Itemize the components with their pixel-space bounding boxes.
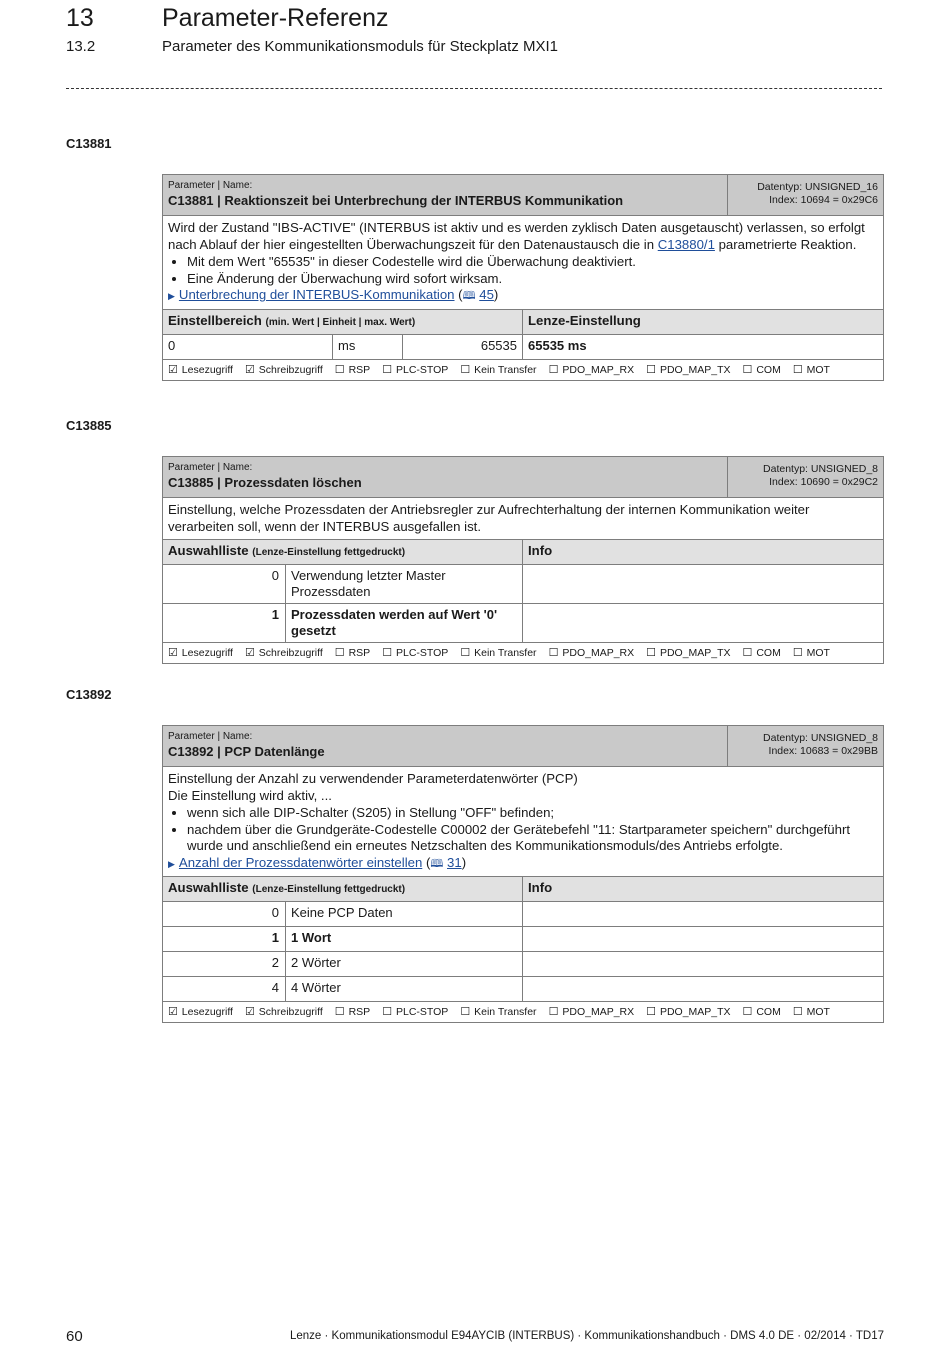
param-datatype: Datentyp: UNSIGNED_8 [763,732,878,744]
checkbox-empty-icon: ☐ [382,1006,393,1018]
flag-label: PLC-STOP [395,363,449,376]
flag-label: COM [756,647,781,659]
flag-item [646,363,730,376]
flag-label: Schreibzugriff [258,647,323,659]
flag-item [793,1005,830,1018]
param-datatype: Datentyp: UNSIGNED_8 [763,463,878,475]
param-table-c13892 [162,725,884,1023]
flag-label: PDO_MAP_RX [562,363,635,376]
checkbox-empty-icon: ☐ [382,363,393,376]
flag-label: Kein Transfer [474,1006,537,1018]
flag-label: PDO_MAP_RX [562,1006,635,1018]
flag-item [168,1005,233,1018]
selection-list-label: Auswahlliste [168,880,249,895]
flag-item [382,1005,448,1018]
flag-item [460,363,536,376]
bullet-item: • Eine Änderung der Überwachung wird sofort wirksam. [187,271,878,288]
option-text: Keine PCP Daten [286,902,523,926]
bullet-item: • nachdem über die Grundgeräte-Codestelle C00002 der Gerätebefehl "11: Startparameter speichern" durchgeführt wurde und anschließend ein erneutes Netzschalten des Kommunikationsmoduls/des Antriebs erfolgte. [187,822,878,855]
flag-item [646,646,730,659]
param-description: Einstellung, welche Prozessdaten der Antriebsregler zur Aufrechterhaltung der internen Kommunikation weiter verarbeiten soll, wenn der INTERBUS ausgefallen ist. [163,498,883,540]
checkbox-empty-icon: ☐ [548,1006,559,1018]
option-value: 0 [163,902,286,926]
desc-line: Die Einstellung wird aktiv, ... [168,787,332,803]
bullet-item: • Mit dem Wert "65535" in dieser Codestelle wird die Überwachung deaktiviert. [187,254,878,271]
arrow-right-icon: ▶ [168,858,175,869]
param-header [163,457,883,498]
param-name-label: Parameter | Name: [168,731,253,742]
desc-bullets [168,805,878,855]
checkbox-checked-icon: ☑ [244,647,255,659]
reference: ▶ Anzahl der Prozessdatenwörter einstellen (🕮 31) [168,854,467,870]
flag-label: PDO_MAP_TX [659,363,731,376]
flag-item [245,363,323,376]
section-number: 13.2 [66,38,96,55]
option-info [523,565,883,603]
option-row [163,565,883,604]
option-info [523,927,883,951]
selection-list-hint: (Lenze-Einstellung fettgedruckt) [252,547,406,558]
checkbox-empty-icon: ☐ [646,1006,657,1018]
flag-label: Lesezugriff [181,363,233,376]
selection-list-label: Auswahlliste [168,543,249,558]
param-header [163,175,883,216]
checkbox-checked-icon: ☑ [168,647,178,659]
checkbox-empty-icon: ☐ [792,363,803,376]
checkbox-empty-icon: ☐ [460,647,471,659]
reference-page[interactable]: 45 [479,287,494,302]
desc-line: Einstellung der Anzahl zu verwendender Parameterdatenwörter (PCP) [168,771,578,786]
option-row [163,952,883,977]
bullet-item: • wenn sich alle DIP-Schalter (S205) in Stellung "OFF" befinden; [187,805,878,822]
setting-range-label: Einstellbereich [168,312,262,328]
param-header [163,726,883,767]
flag-label: Kein Transfer [474,647,537,659]
param-index: Index: 10694 = 0x29C6 [769,194,878,206]
param-description [163,767,883,877]
flag-label: PDO_MAP_TX [659,1006,731,1018]
flag-item [245,646,323,659]
link-c13880-1[interactable]: C13880/1 [657,236,715,252]
checkbox-empty-icon: ☐ [792,1006,803,1018]
arrow-right-icon: ▶ [168,291,175,301]
checkbox-empty-icon: ☐ [548,647,559,659]
range-unit: ms [333,335,403,359]
section-title: Parameter des Kommunikationsmoduls für Steckplatz MXI1 [162,38,558,55]
flag-label: PDO_MAP_TX [659,647,731,659]
flag-item [793,363,830,376]
flag-item [460,1005,536,1018]
footer-text: Lenze · Kommunikationsmodul E94AYCIB (INTERBUS) · Kommunikationshandbuch · DMS 4.0 DE · 02/2014 · TD17 [290,1330,884,1342]
reference: ▶ Unterbrechung der INTERBUS-Kommunikation (🕮 45) [168,287,499,302]
checkbox-empty-icon: ☐ [382,647,393,659]
flag-item [168,646,233,659]
option-text: Verwendung letzter Master Prozessdaten [286,565,523,603]
book-icon: 🕮 [462,290,476,302]
checkbox-empty-icon: ☐ [646,363,657,376]
param-table-c13881 [162,174,884,381]
flag-item [743,646,781,659]
option-value: 1 [163,604,286,642]
checkbox-empty-icon: ☐ [460,1006,471,1018]
checkbox-checked-icon: ☑ [168,363,178,376]
flag-label: MOT [806,647,830,659]
flag-label: Schreibzugriff [258,363,323,376]
flag-label: RSP [348,1006,371,1018]
flag-item [793,646,830,659]
flag-item [382,363,448,376]
flag-label: Kein Transfer [474,363,537,376]
checkbox-checked-icon: ☑ [244,1006,255,1018]
selection-header-row [163,540,883,565]
option-list [163,565,883,643]
selection-list-hint: (Lenze-Einstellung fettgedruckt) [252,884,406,895]
option-list [163,902,883,1002]
range-value-row [163,335,883,360]
flag-item [335,363,370,376]
option-info [523,977,883,1001]
flag-label: RSP [348,647,371,659]
flag-label: Lesezugriff [181,647,233,659]
option-info [523,952,883,976]
checkbox-empty-icon: ☐ [792,647,803,659]
chapter-title: Parameter-Referenz [162,4,389,32]
header-divider [66,88,882,89]
flag-item [743,1005,781,1018]
range-max: 65535 [403,335,523,359]
setting-range-hint: (min. Wert | Einheit | max. Wert) [265,316,416,328]
option-value: 0 [163,565,286,603]
option-row [163,604,883,643]
access-flags [163,1002,883,1022]
desc-text-b: parametrierte Reaktion. [714,236,857,252]
checkbox-empty-icon: ☐ [742,647,753,659]
reference-link[interactable]: Unterbrechung der INTERBUS-Kommunikation [178,287,455,302]
info-label: Info [528,543,553,558]
flag-label: Lesezugriff [181,1006,233,1018]
param-description [163,216,883,310]
lenze-setting-value: 65535 ms [528,337,587,353]
code-heading-c13885: C13885 [66,418,112,433]
checkbox-empty-icon: ☐ [334,1006,345,1018]
book-icon: 🕮 [430,857,444,870]
param-name: C13892 | PCP Datenlänge [168,744,325,759]
page-number: 60 [66,1328,83,1345]
option-text: 2 Wörter [286,952,523,976]
option-info [523,604,883,642]
checkbox-empty-icon: ☐ [742,363,753,376]
param-name: C13881 | Reaktionszeit bei Unterbrechung der INTERBUS Kommunikation [168,193,624,208]
flag-label: MOT [806,363,830,376]
reference-page[interactable]: 31 [447,854,462,870]
checkbox-empty-icon: ☐ [646,647,657,659]
code-heading-c13881: C13881 [66,136,112,151]
range-min: 0 [163,335,333,359]
option-value: 1 [163,927,286,951]
flag-label: PDO_MAP_RX [562,647,635,659]
param-datatype: Datentyp: UNSIGNED_16 [757,181,878,193]
flag-item [549,1005,635,1018]
checkbox-empty-icon: ☐ [548,363,559,376]
option-row [163,902,883,927]
flag-label: COM [756,363,781,376]
checkbox-empty-icon: ☐ [334,363,345,376]
flag-item [743,363,781,376]
param-table-c13885 [162,456,884,664]
selection-header-row [163,877,883,902]
info-label: Info [528,880,553,895]
option-value: 4 [163,977,286,1001]
flag-item [168,363,233,376]
lenze-setting-label: Lenze-Einstellung [528,312,641,328]
range-header-row [163,310,883,335]
flag-item [460,646,536,659]
flag-label: PLC-STOP [395,1006,449,1018]
checkbox-empty-icon: ☐ [460,363,471,376]
access-flags [163,643,883,663]
flag-item [382,646,448,659]
flag-item [245,1005,323,1018]
flag-label: COM [756,1006,781,1018]
option-text: Prozessdaten werden auf Wert '0' gesetzt [286,604,523,642]
flag-item [549,646,635,659]
flag-label: MOT [806,1006,830,1018]
flag-item [646,1005,730,1018]
access-flags [163,360,883,380]
flag-label: PLC-STOP [395,647,449,659]
checkbox-empty-icon: ☐ [742,1006,753,1018]
checkbox-empty-icon: ☐ [334,647,345,659]
code-heading-c13892: C13892 [66,687,112,702]
param-name-label: Parameter | Name: [168,462,253,473]
param-name-label: Parameter | Name: [168,180,253,191]
flag-item [549,363,635,376]
flag-item [335,646,370,659]
flag-label: RSP [348,363,371,376]
reference-link[interactable]: Anzahl der Prozessdatenwörter einstellen [178,854,423,870]
chapter-number: 13 [66,4,94,32]
option-value: 2 [163,952,286,976]
param-name: C13885 | Prozessdaten löschen [168,475,362,490]
option-text: 4 Wörter [286,977,523,1001]
option-row [163,977,883,1002]
desc-text-a: Wird der Zustand "IBS-ACTIVE" (INTERBUS ist aktiv und es werden zyklisch Daten ausgetauscht) verlassen, so erfolgt nach Ablauf der hier eingestellten Überwachungszeit für den Datenaustausch die in [168,220,865,252]
option-info [523,902,883,926]
flag-item [335,1005,370,1018]
param-index: Index: 10690 = 0x29C2 [769,476,878,488]
desc-bullets [168,254,878,287]
checkbox-checked-icon: ☑ [168,1006,178,1018]
option-text: 1 Wort [286,927,523,951]
checkbox-checked-icon: ☑ [244,363,255,376]
param-index: Index: 10683 = 0x29BB [768,745,878,757]
option-row [163,927,883,952]
flag-label: Schreibzugriff [258,1006,323,1018]
